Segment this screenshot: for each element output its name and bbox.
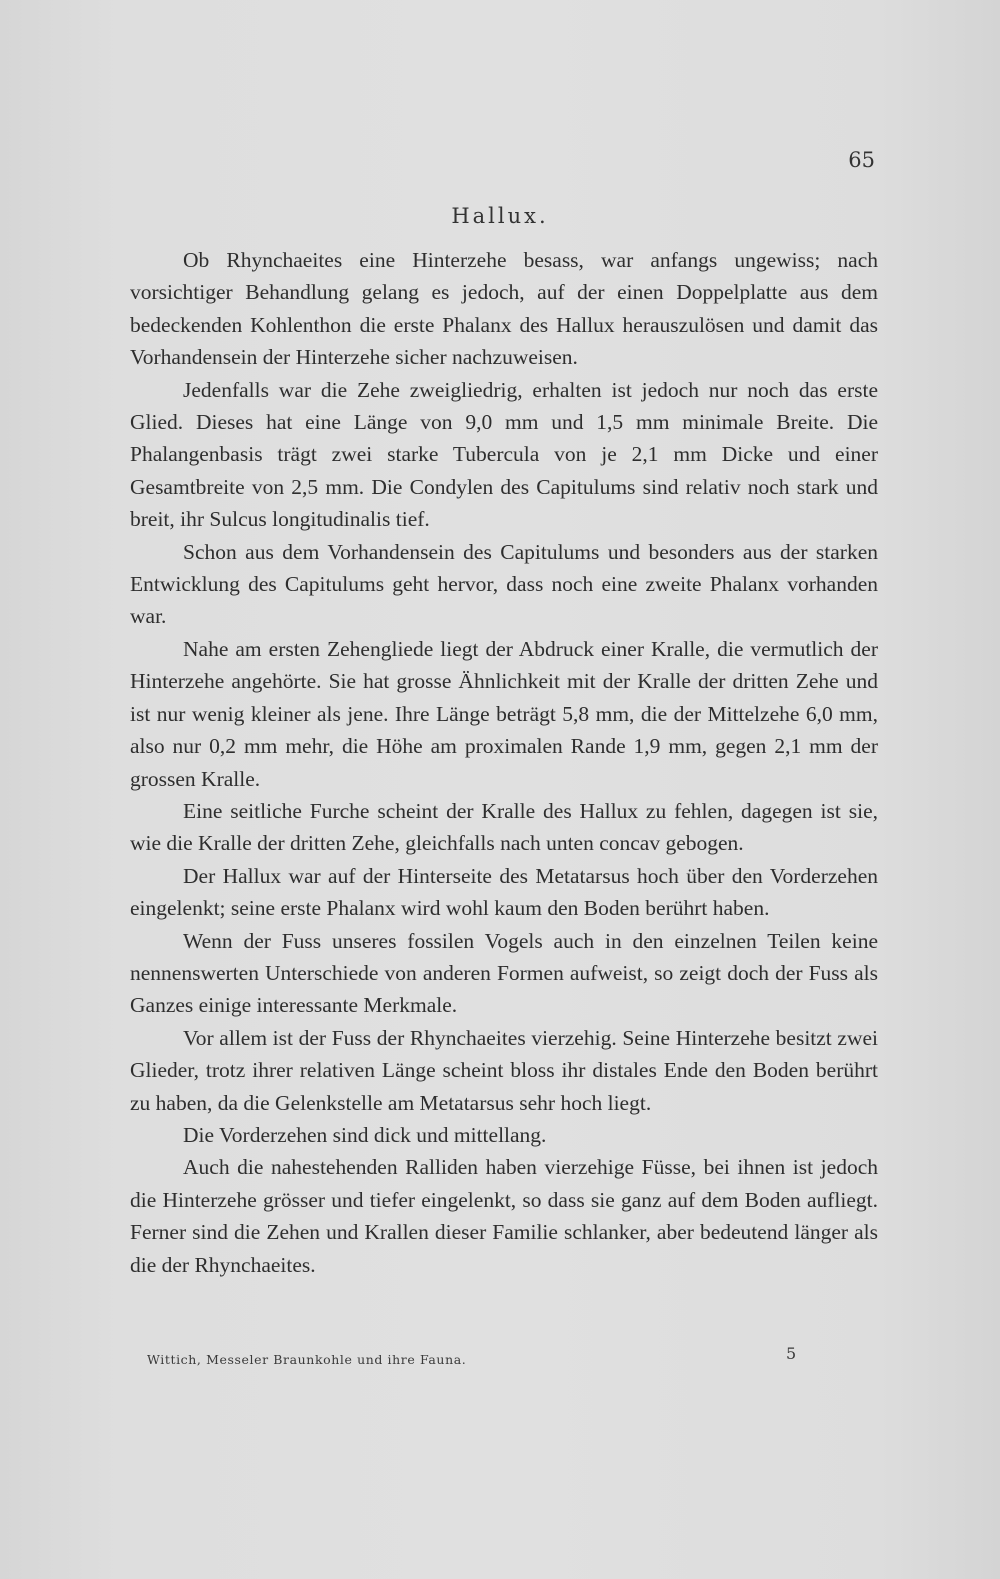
paragraph: Jedenfalls war die Zehe zweigliedrig, erhalten ist jedoch nur noch das erste Glied. Dieses hat eine Länge von 9,0 mm und 1,5 mm minimale Breite. Die Phalangenbasis trägt zwei starke Tubercula von je 2,1 mm Dicke und einer Gesamtbreite von 2,5 mm. Die Condylen des Capitulums sind relativ noch stark und breit, ihr Sulcus longitudinalis tief. bbox=[130, 377, 878, 532]
section-title: Hallux. bbox=[451, 204, 549, 228]
paragraph: Ob Rhynchaeites eine Hinterzehe besass, war anfangs ungewiss; nach vorsichtiger Behandlung gelang es jedoch, auf der einen Doppelplatte aus dem bedeckenden Kohlenthon die erste Phalanx des Hallux herauszulösen und damit das Vorhandensein der Hinterzehe sicher nachzuweisen. bbox=[130, 248, 878, 370]
paragraph: Der Hallux war auf der Hinterseite des Metatarsus hoch über den Vorderzehen eingelenkt; seine erste Phalanx wird wohl kaum den Boden berührt haben. bbox=[130, 863, 878, 921]
paragraph: Auch die nahestehenden Ralliden haben vierzehige Füsse, bei ihnen ist jedoch die Hinterzehe grösser und tiefer eingelenkt, so dass sie ganz auf dem Boden aufliegt. Ferner sind die Zehen und Krallen dieser Familie schlanker, aber bedeutend länger als die der Rhynchaeites. bbox=[130, 1155, 878, 1277]
signature-number: 5 bbox=[786, 1344, 797, 1363]
page-number: 65 bbox=[848, 148, 875, 172]
paragraph: Vor allem ist der Fuss der Rhynchaeites vierzehig. Seine Hinterzehe besitzt zwei Glieder, trotz ihrer relativen Länge scheint bloss ihr distales Ende den Boden berührt zu haben, da die Gelenkstelle am Metatarsus sehr hoch liegt. bbox=[130, 1025, 878, 1115]
paragraph: Nahe am ersten Zehengliede liegt der Abdruck einer Kralle, die vermutlich der Hinterzehe angehörte. Sie hat grosse Ähnlichkeit mit der Kralle der dritten Zehe und ist nur wenig kleiner als jene. Ihre Länge beträgt 5,8 mm, die der Mittelzehe 6,0 mm, also nur 0,2 mm mehr, die Höhe am proximalen Rande 1,9 mm, gegen 2,1 mm der grossen Kralle. bbox=[130, 636, 878, 791]
paragraph: Eine seitliche Furche scheint der Kralle des Hallux zu fehlen, dagegen ist sie, wie die Kralle der dritten Zehe, gleichfalls nach unten concav gebogen. bbox=[130, 798, 878, 856]
paragraph: Wenn der Fuss unseres fossilen Vogels auch in den einzelnen Teilen keine nennenswerten Unterschiede von anderen Formen aufweist, so zeigt doch der Fuss als Ganzes einige interessante Merkmale. bbox=[130, 928, 878, 1018]
body-text bbox=[130, 244, 878, 1281]
paragraph: Die Vorderzehen sind dick und mittellang. bbox=[183, 1122, 547, 1147]
signature-line: Wittich, Messeler Braunkohle und ihre Fauna. bbox=[147, 1352, 467, 1367]
paragraph: Schon aus dem Vorhandensein des Capitulums und besonders aus der starken Entwicklung des Capitulums geht hervor, dass noch eine zweite Phalanx vorhanden war. bbox=[130, 539, 878, 629]
